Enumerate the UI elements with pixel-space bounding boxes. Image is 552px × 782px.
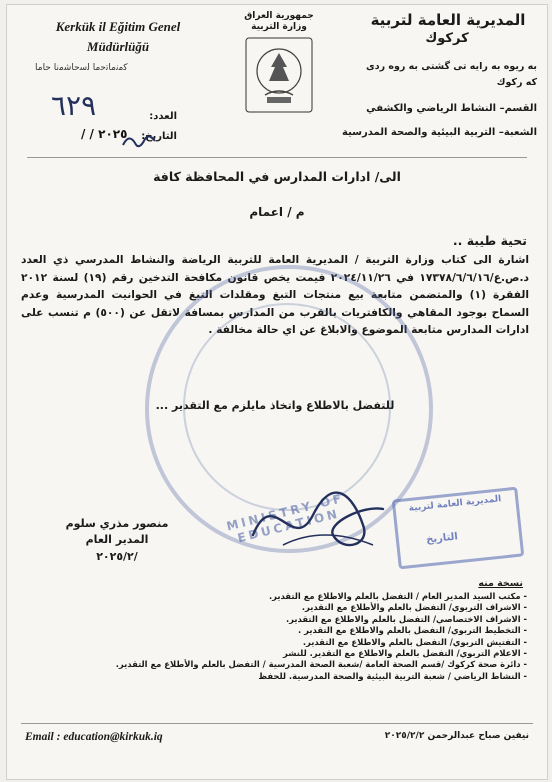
footer-preparer: نيفين صباح عبدالرحمن ٢٠٢٥/٢/٢: [384, 731, 529, 741]
kurdish-title-line-1: به ريوه به رايه تى گشتى به روه ردى: [366, 61, 537, 72]
signatory-name: منصور مذري سلوم: [65, 517, 169, 530]
signature-icon: [243, 475, 393, 565]
date-stamp-label: التاريخ: [425, 531, 459, 546]
footer-divider: [21, 723, 533, 724]
header-divider: [27, 157, 527, 158]
list-item: - الاشراف الاختصاصي/ التفضل بالعلم والاطلاع مع التقدير.: [67, 614, 527, 625]
list-item: - الاعلام التربوي/ التفضل بالعلم والاطلاع مع التقدير. للنشر: [67, 648, 527, 659]
list-item: - الاشراف التربوي/ التفضل بالعلم والأطلاع مع التقدير.: [67, 602, 527, 613]
subject-line: م / اعمام: [249, 205, 305, 219]
list-item: - مكتب السيد المدير العام / التفضل بالعلم والاطلاع مع التقدير.: [67, 591, 527, 602]
handwritten-number: ٦٢٩: [51, 89, 97, 122]
copies-heading: نسخة منه: [478, 578, 523, 589]
signatory-date: ٢٠٢٥/٢/: [96, 550, 138, 563]
greeting: تحية طيبة ..: [452, 233, 527, 248]
list-item: - النشاط الرياضي / شعبة التربية البيئية والصحة المدرسية. للحفظ: [67, 671, 527, 682]
turkish-directorate-title: Kerkük il Eğitim Genel Müdürlüğü: [55, 19, 181, 54]
list-item: - دائرة صحة كركوك /قسم الصحة العامة /شعبة الصحة المدرسية / التفضل بالعلم والأطلاع مع التقدير.: [67, 659, 527, 670]
turkmen-script-line: ﮐﻣﻧﻣﺎﺗﺣﻣﺎ ﻟﺳﺣﺎﺷﻣﻧﺎ ﺣﺎﻣﺎ: [35, 63, 128, 73]
handwritten-date-mark-icon: [119, 131, 159, 153]
list-item: - التخطيط التربوي/ التفضل بالعلم والاطلاع مع التقدير .: [67, 625, 527, 636]
directorate-title: المديرية العامة لتربية: [370, 11, 526, 29]
document-page: [6, 4, 548, 780]
contact-email[interactable]: Email : education@kirkuk.iq: [25, 731, 163, 743]
signatory-title: المدير العام: [85, 533, 149, 546]
recipient-line: الى/ ادارات المدارس في المحافظة كافة: [153, 169, 401, 184]
iraq-emblem-icon: [245, 37, 313, 113]
section-name: القسم– النشاط الرياضي والكشفي: [366, 103, 537, 114]
kurdish-title-line-2: كه ركوك: [496, 77, 537, 88]
directorate-city: كركوك: [425, 31, 469, 46]
division-name: الشعبة– التربية البيئية والصحة المدرسية: [342, 127, 537, 138]
ministry-name: جمهورية العراق وزارة التربية: [244, 11, 314, 32]
seal-inscription: MINISTRY OF EDUCATION: [225, 490, 346, 546]
date-value: / / ٢٠٢٥: [81, 127, 128, 141]
date-stamp-header: المديرية العامة لتربية: [408, 494, 502, 514]
number-label: العدد:: [149, 111, 177, 122]
date-label: التاريخ:: [141, 131, 177, 142]
letter-body: اشارة الى كتاب وزارة التربية / المديرية العامة للتربية الرياضة والنشاط المدرسي ذي العدد د.ص.ع/١٧٣٧٨/٦/٦/١٦ في ٢٠٢٤/١١/٢٦ فيمت يخص قانون مكافحة التدخين رقم (١٩) لسنة ٢٠١٢ الفقرة (١) والمتضمن متابعة بيع منتجات التبغ ومقلدات التبغ في الحوانيت المدرسية وعدم السماح بوجود المقاهي والكافتريات بالقرب من المدارس بمسافة لاتقل عن (٥٠٠) م تنسب على ادارات المدارس متابعة الموضوع والابلاغ عن اي حالة مخالفة .: [21, 253, 530, 336]
closing-line: للتفضل بالاطلاع واتخاذ مايلزم مع التقدير ...: [155, 399, 395, 412]
copies-list: [67, 591, 527, 682]
list-item: - التفتيش التربوي/ التفضل بالعلم والاطلاع مع التقدير.: [67, 637, 527, 648]
